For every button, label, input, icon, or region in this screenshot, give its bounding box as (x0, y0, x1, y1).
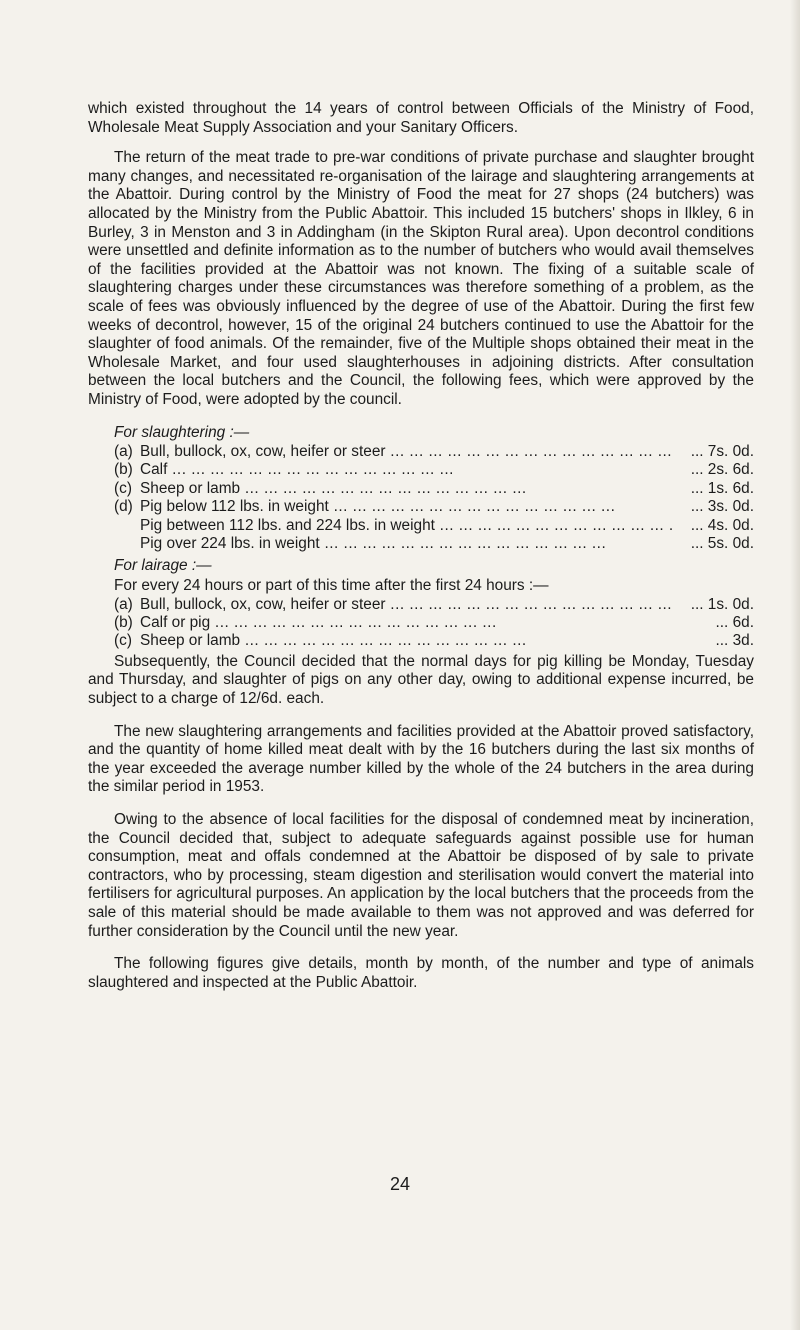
fee-label: (c) (114, 479, 132, 497)
fee-amount: ... 3d. (674, 632, 754, 651)
lairage-fee-list (88, 596, 754, 651)
fee-description: Bull, bullock, ox, cow, heifer or steer ... . (140, 596, 674, 615)
fee-label: (a) (114, 443, 133, 461)
fee-row (88, 517, 754, 535)
fee-label: (b) (114, 614, 133, 632)
fee-row (88, 632, 754, 650)
fee-label: (a) (114, 595, 133, 613)
fee-row (88, 443, 754, 461)
fee-row (88, 535, 754, 553)
fee-description: Bull, bullock, ox, cow, heifer or steer ... . (140, 443, 674, 462)
fee-row (88, 596, 754, 614)
fee-label: (b) (114, 461, 133, 479)
fee-description: Pig over 224 lbs. in weight ... . (140, 535, 674, 554)
fee-label: (d) (114, 498, 133, 516)
slaughtering-heading: For slaughtering :— (114, 423, 250, 441)
fee-description: Pig between 112 lbs. and 224 lbs. in weight ... . (140, 517, 674, 536)
fee-amount: ... 6d. (674, 614, 754, 633)
fee-amount: ... 2s. 6d. (674, 461, 754, 480)
paragraph-6: The following figures give details, month by month, of the number and type of animals slaughtered and inspected at the Public Abattoir. (88, 955, 754, 991)
lairage-intro: For every 24 hours or part of this time after the first 24 hours :— (114, 577, 549, 595)
fee-row (88, 461, 754, 479)
fee-description: Sheep or lamb ... . (140, 632, 674, 651)
paragraph-5: Owing to the absence of local facilities for the disposal of condemned meat by incineration, the Council decided that, subject to adequate safeguards against possible use for human consumption, meat and offals condemned at the Abattoir be disposed of by sale to private contractors, who by processing, steam digestion and sterilisation would convert the material into fertilisers for agricultural purposes. An application by the local butchers that the proceeds from the sale of this material should be made available to them was not approved and was deferred for further consideration by the Council until the new year. (88, 810, 754, 940)
lairage-heading: For lairage :— (114, 557, 212, 575)
fee-amount: ... 3s. 0d. (674, 498, 754, 517)
fee-description: Sheep or lamb ... . (140, 480, 674, 499)
slaughtering-fee-list (88, 443, 754, 553)
fee-row (88, 614, 754, 632)
fee-amount: ... 1s. 6d. (674, 480, 754, 499)
fee-description: Pig below 112 lbs. in weight ... . (140, 498, 674, 517)
fee-description: Calf ... . (140, 461, 674, 480)
document-page (88, 100, 754, 1006)
paragraph-2: The return of the meat trade to pre-war conditions of private purchase and slaughter brought many changes, and necessitated re-organisation of the lairage and slaughtering arrangements at the Abattoir. During control by the Ministry of Food the meat for 27 shops (24 butchers) was allocated by the Ministry from the Public Abattoir. This included 15 butchers' shops in Ilkley, 6 in Burley, 3 in Menston and 3 in Addingham (in the Skipton Rural area). Upon decontrol conditions were unsettled and definite information as to the number of butchers who would avail themselves of the facilities provided at the Abattoir was not known. The fixing of a suitable scale of slaughtering charges under these circumstances was therefore something of a problem, as the scale of fees was obviously influenced by the degree of use of the Abattoir. During the first few weeks of decontrol, however, 15 of the original 24 butchers continued to use the Abattoir for the slaughter of food animals. Of the remainder, five of the Multiple shops obtained their meat in the Wholesale Market, and four used slaughterhouses in adjoining districts. After consultation between the local butchers and the Council, the following fees, which were approved by the Ministry of Food, were adopted by the council. (88, 149, 754, 408)
fee-amount: ... 4s. 0d. (674, 517, 754, 536)
paragraph-3: Subsequently, the Council decided that the normal days for pig killing be Monday, Tuesday and Thursday, and slaughter of pigs on any other day, owing to additional expense incurred, be subject to a charge of 12/6d. each. (88, 652, 754, 707)
fee-label: (c) (114, 632, 132, 650)
paragraph-1: which existed throughout the 14 years of control between Officials of the Ministry of Food, Wholesale Meat Supply Association and your Sanitary Officers. (88, 100, 754, 136)
fee-row (88, 480, 754, 498)
fee-description: Calf or pig ... . (140, 614, 674, 633)
fee-amount: ... 5s. 0d. (674, 535, 754, 554)
paragraph-4: The new slaughtering arrangements and facilities provided at the Abattoir proved satisfactory, and the quantity of home killed meat dealt with by the 16 butchers during the last six months of the year exceeded the average number killed by the whole of the 24 butchers in the area during the similar period in 1953. (88, 722, 754, 796)
fee-row (88, 498, 754, 516)
page-number: 24 (389, 1174, 411, 1194)
page-edge-shadow (790, 0, 800, 1330)
fee-amount: ... 1s. 0d. (674, 596, 754, 615)
fee-amount: ... 7s. 0d. (674, 443, 754, 462)
